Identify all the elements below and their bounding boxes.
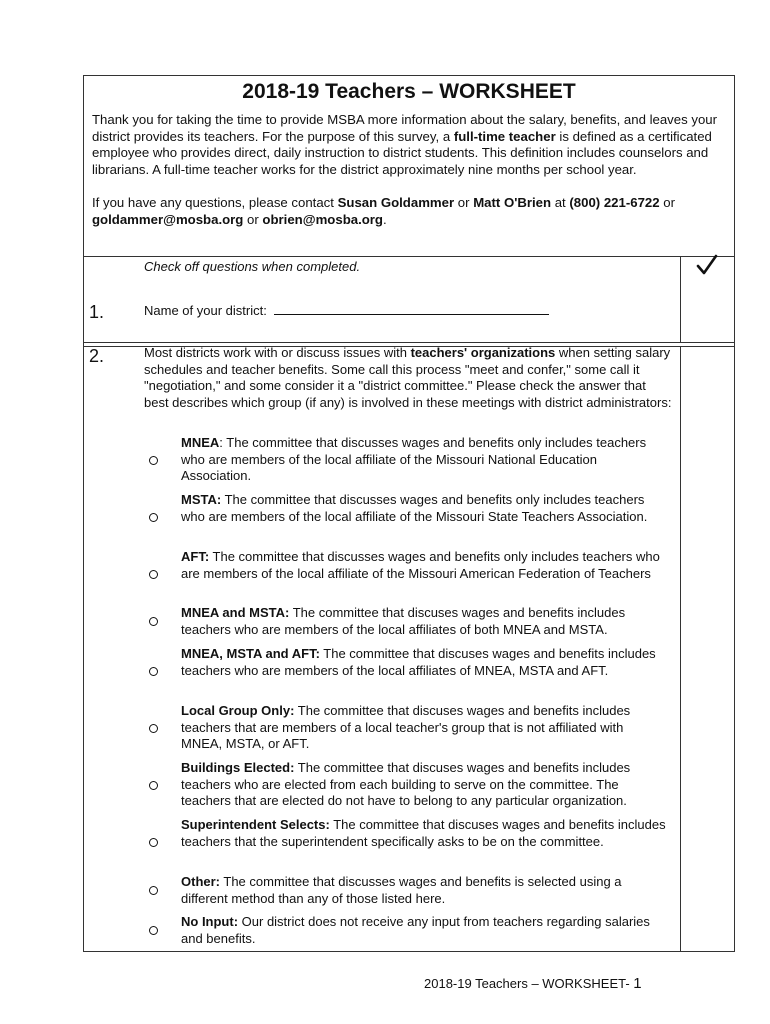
option-label: Buildings Elected: [181, 760, 295, 775]
district-name-field[interactable] [274, 302, 549, 315]
option-text [181, 549, 666, 582]
option-label: AFT: [181, 549, 210, 564]
option-description: The committee that discusses wages and benefits is selected using a different method than any of those listed here. [181, 874, 622, 906]
divider [84, 342, 734, 343]
answer-option[interactable] [149, 549, 679, 582]
intro-paragraph-1: Thank you for taking the time to provide MSBA more information about the salary, benefits, and leaves your district provides its teachers. For the purpose of this survey, a full-time teacher is defined as a certificated employee who provides direct, daily instruction to district students. This definition includes counselors and librarians. A full-time teacher works for the district approximately nine months per school year. [92, 112, 718, 177]
radio-button[interactable] [149, 617, 158, 626]
radio-button[interactable] [149, 838, 158, 847]
page-footer [424, 975, 642, 992]
option-label: MNEA [181, 435, 220, 450]
option-label: Superintendent Selects: [181, 817, 330, 832]
option-description: The committee that discuses wages and benefits includes teachers who are members of the local affiliates of both MNEA and MSTA. [181, 605, 626, 637]
option-description: The committee that discusses wages and benefits only includes teachers who are members of the local affiliate of the Missouri State Teachers Association. [181, 492, 648, 524]
page-title: 2018-19 Teachers – WORKSHEET [242, 80, 576, 103]
option-description: The committee that discuses wages and benefits includes teachers who are elected from each building to serve on the committee. The teachers that are elected do not have to belong to any particular organization. [181, 760, 631, 809]
checkmark-icon [696, 254, 718, 276]
option-text [181, 703, 666, 753]
radio-button[interactable] [149, 667, 158, 676]
question-2-number: 2. [89, 346, 105, 366]
footer-text: 2018-19 Teachers – WORKSHEET- [424, 976, 634, 991]
option-text [181, 435, 666, 485]
option-label: Local Group Only: [181, 703, 295, 718]
question-1 [144, 302, 549, 318]
answer-option[interactable] [149, 605, 679, 638]
option-text [181, 914, 666, 947]
option-description: The committee that discuses wages and benefits includes teachers that the superintendent specifically asks to be on the committee. [181, 817, 666, 849]
radio-button[interactable] [149, 513, 158, 522]
radio-button[interactable] [149, 886, 158, 895]
option-description: : The committee that discusses wages and benefits only includes teachers who are members of the local affiliate of the Missouri National Education Association. [181, 435, 647, 484]
option-description: The committee that discuses wages and benefits includes teachers who are members of the local affiliates of MNEA, MSTA and AFT. [181, 646, 656, 678]
question-1-label: Name of your district: [144, 303, 267, 318]
option-text [181, 646, 666, 679]
radio-button[interactable] [149, 724, 158, 733]
intro-section [92, 112, 728, 229]
radio-button[interactable] [149, 781, 158, 790]
option-label: MSTA: [181, 492, 222, 507]
option-text [181, 492, 666, 525]
check-column-divider [680, 346, 681, 952]
page-number: 1 [633, 975, 642, 992]
answer-option[interactable] [149, 646, 679, 679]
option-description: The committee that discusses wages and benefits only includes teachers who are members of the local affiliate of the Missouri American Federation of Teachers [181, 549, 660, 581]
answer-option[interactable] [149, 874, 679, 907]
worksheet-frame [83, 75, 735, 952]
answer-option[interactable] [149, 914, 679, 947]
option-text [181, 817, 666, 850]
question-2-text: Most districts work with or discuss issues with teachers' organizations when setting salary schedules and teacher benefits. Some call this process "meet and confer," some call it "negotiation," and some consider it a "district committee." Please check the answer that best describes which group (if any) is involved in these meetings with district administrators: [144, 345, 672, 410]
check-column-divider [680, 256, 681, 343]
option-text [181, 874, 666, 907]
answer-option[interactable] [149, 492, 679, 525]
radio-button[interactable] [149, 570, 158, 579]
question-1-number: 1. [89, 302, 105, 322]
divider [84, 256, 734, 257]
radio-button[interactable] [149, 456, 158, 465]
intro-paragraph-2: If you have any questions, please contact Susan Goldammer or Matt O'Brien at (800) 221-6722 or goldammer@mosba.org or obrien@mosba.org. [92, 195, 675, 227]
radio-button[interactable] [149, 926, 158, 935]
check-instructions: Check off questions when completed. [144, 259, 361, 274]
answer-option[interactable] [149, 435, 679, 485]
option-description: The committee that discuses wages and benefits includes teachers that are members of a local teacher's group that is not affiliated with MNEA, MSTA, or AFT. [181, 703, 631, 752]
answer-option[interactable] [149, 817, 679, 850]
option-label: MNEA and MSTA: [181, 605, 290, 620]
answer-option[interactable] [149, 760, 679, 810]
option-label: MNEA, MSTA and AFT: [181, 646, 320, 661]
option-label: No Input: [181, 914, 239, 929]
option-label: Other: [181, 874, 220, 889]
option-text [181, 605, 666, 638]
option-text [181, 760, 666, 810]
option-description: Our district does not receive any input from teachers regarding salaries and benefits. [181, 914, 650, 946]
answer-option[interactable] [149, 703, 679, 753]
